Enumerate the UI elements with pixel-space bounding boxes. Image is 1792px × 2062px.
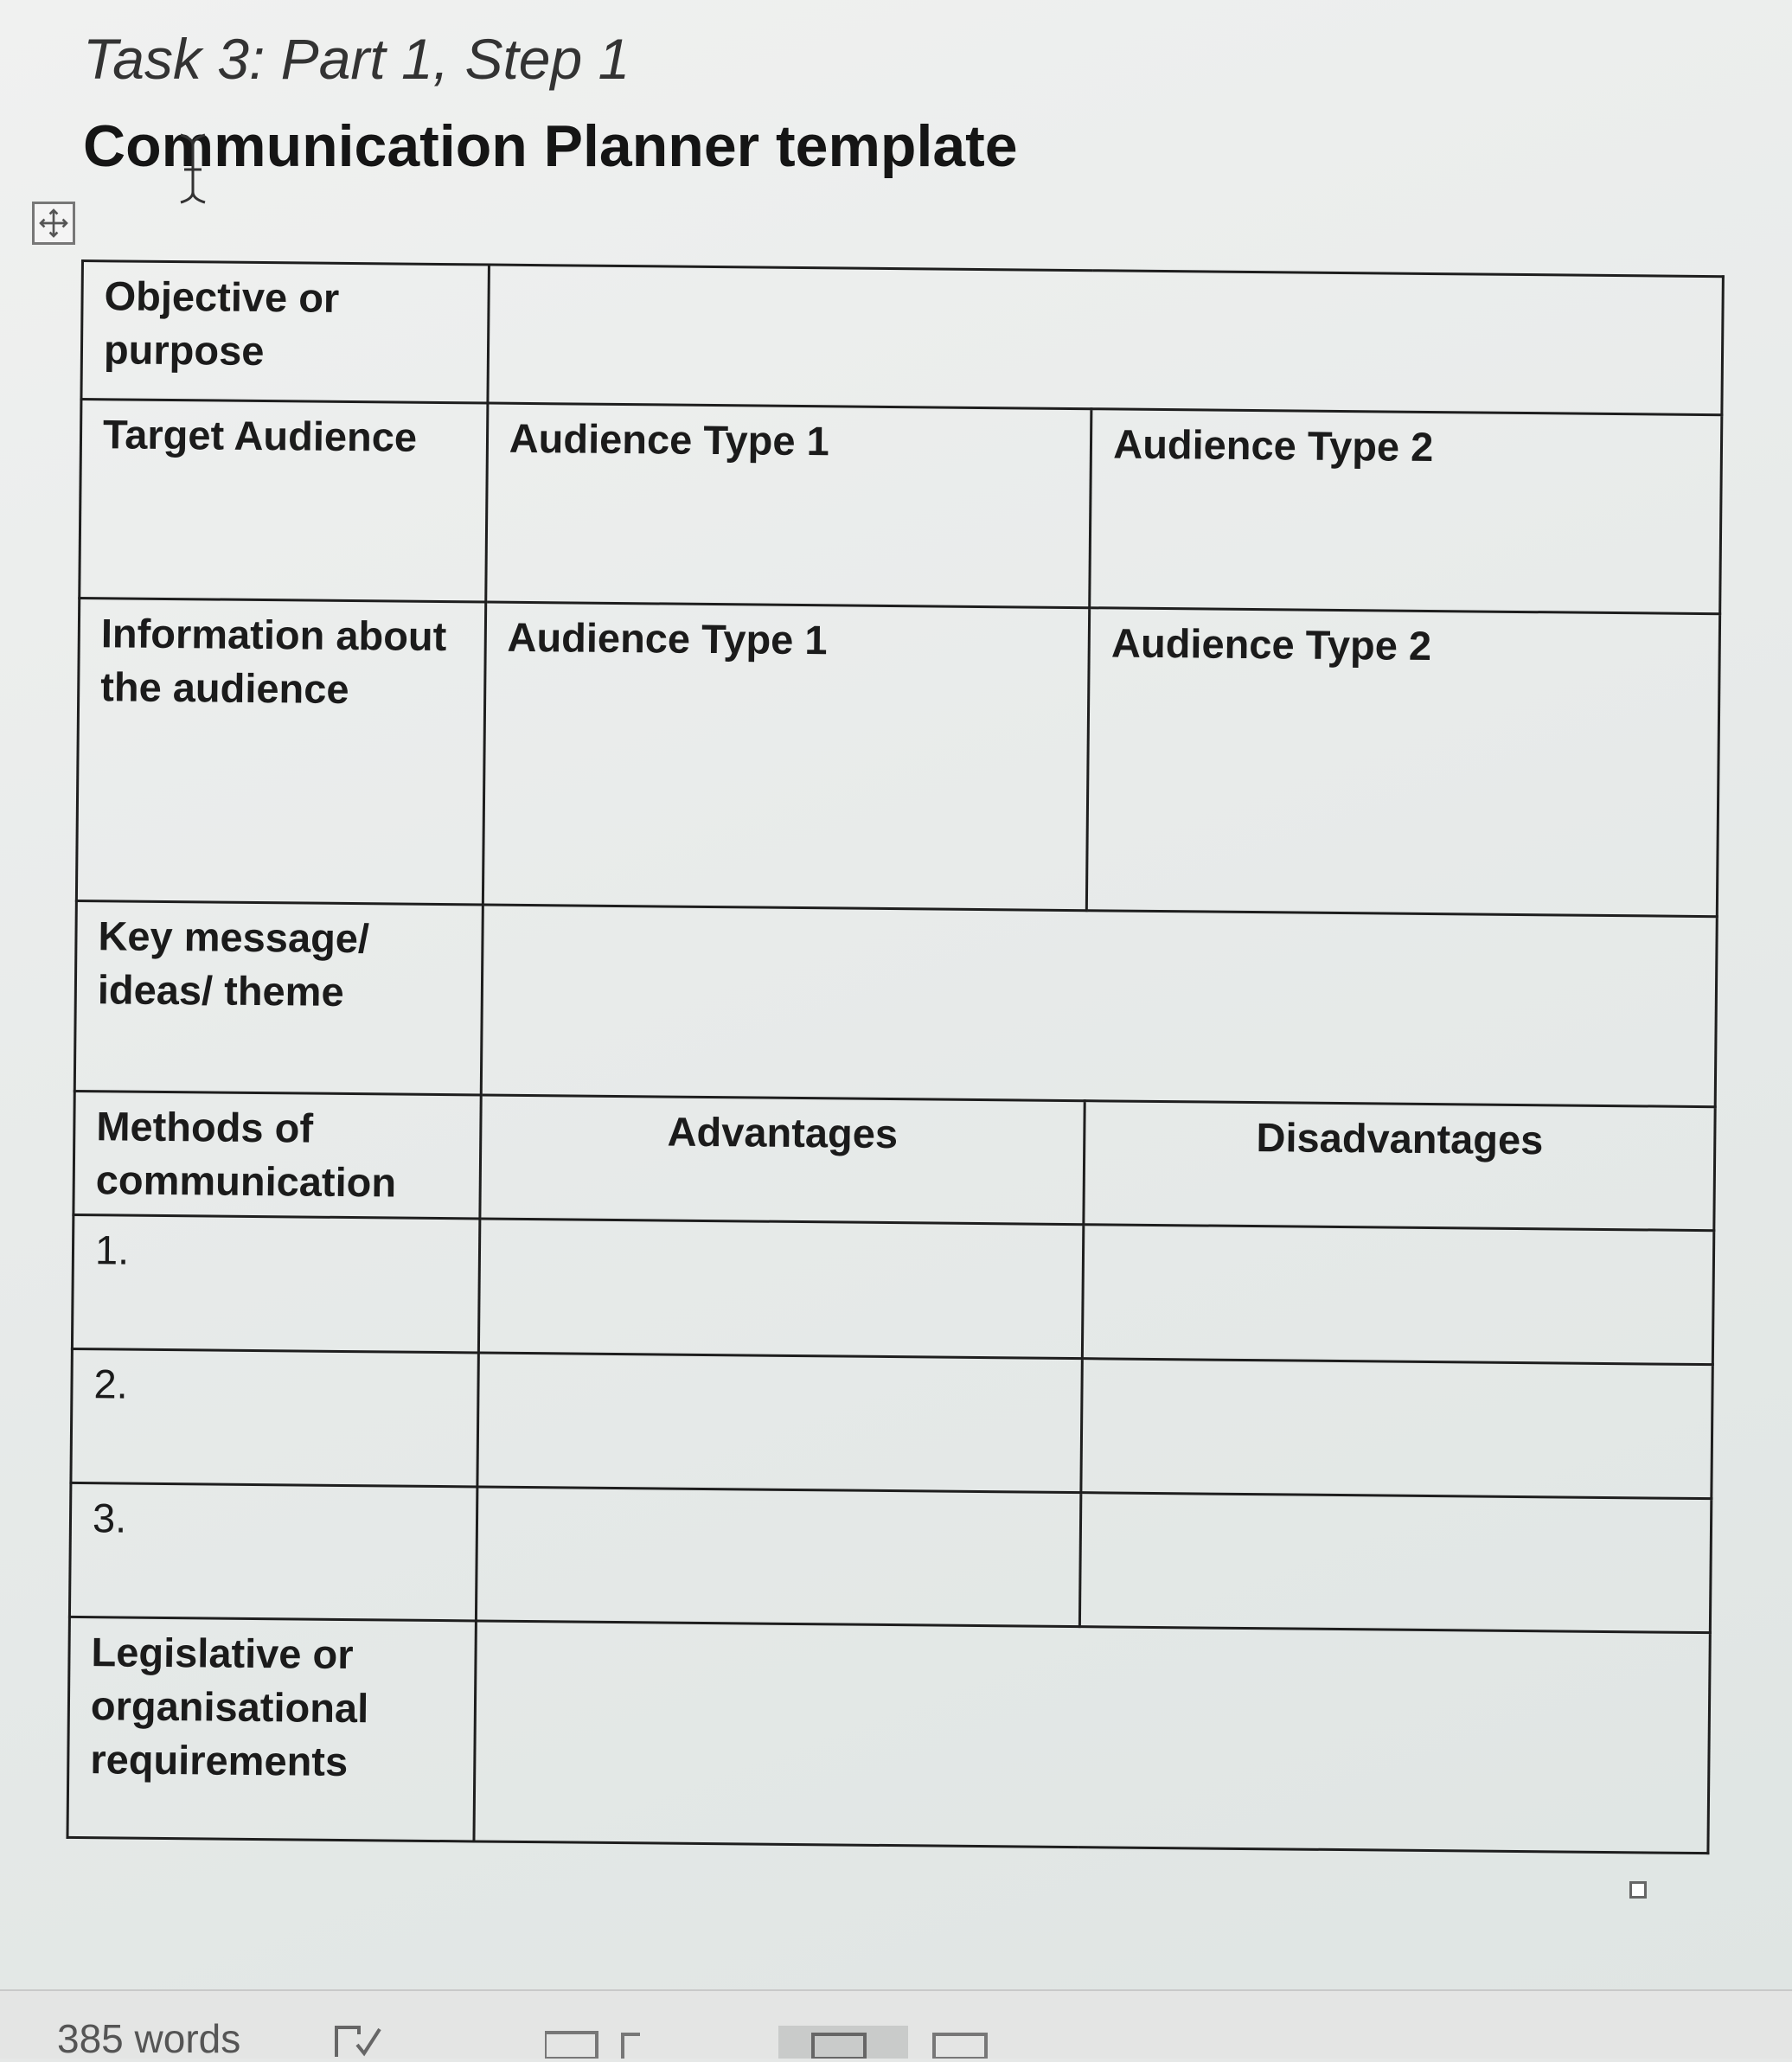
table-row <box>69 1482 1711 1632</box>
method-3-disadvantages-cell[interactable] <box>1080 1493 1712 1633</box>
method-3-cell[interactable]: 3. <box>69 1482 477 1621</box>
document-title: Communication Planner template <box>83 113 1018 179</box>
objective-input-cell[interactable] <box>488 265 1724 415</box>
table-row <box>81 261 1723 415</box>
status-bar <box>0 1989 1792 2059</box>
target-audience-type1-cell[interactable]: Audience Type 1 <box>485 403 1091 608</box>
legislative-input-cell[interactable] <box>474 1621 1711 1854</box>
task-heading: Task 3: Part 1, Step 1 <box>83 27 630 91</box>
table-move-handle-icon[interactable] <box>32 202 75 245</box>
key-message-label-cell: Key message/ ideas/ theme <box>74 900 483 1094</box>
word-count[interactable]: 385 words <box>57 2016 241 2061</box>
method-1-advantages-cell[interactable] <box>478 1219 1084 1359</box>
table-resize-handle[interactable] <box>1629 1881 1647 1899</box>
method-1-cell[interactable]: 1. <box>72 1214 479 1353</box>
method-2-cell[interactable]: 2. <box>71 1348 478 1487</box>
text-cursor-icon <box>176 130 210 208</box>
proofing-check-icon[interactable] <box>333 2022 383 2059</box>
table-row <box>72 1214 1713 1364</box>
method-2-advantages-cell[interactable] <box>477 1353 1083 1493</box>
disadvantages-header-cell: Disadvantages <box>1084 1101 1715 1231</box>
communication-planner-table <box>66 259 1724 1854</box>
objective-label-cell: Objective or purpose <box>81 261 489 404</box>
table-row <box>80 400 1722 614</box>
table-row <box>71 1348 1712 1498</box>
table-row <box>76 598 1719 916</box>
key-message-input-cell[interactable] <box>481 905 1717 1107</box>
view-mode-icons[interactable] <box>545 2026 995 2059</box>
method-2-disadvantages-cell[interactable] <box>1081 1359 1712 1499</box>
methods-label-cell: Methods of communication <box>74 1091 481 1219</box>
target-audience-type2-cell[interactable]: Audience Type 2 <box>1090 409 1722 614</box>
legislative-label-cell: Legislative or organisational requirements <box>67 1617 476 1841</box>
information-type2-cell[interactable]: Audience Type 2 <box>1087 608 1720 917</box>
advantages-header-cell: Advantages <box>480 1095 1085 1225</box>
table-row <box>74 1091 1715 1230</box>
method-1-disadvantages-cell[interactable] <box>1083 1225 1714 1365</box>
target-audience-label-cell: Target Audience <box>80 400 488 602</box>
table-row <box>74 900 1717 1106</box>
information-type1-cell[interactable]: Audience Type 1 <box>483 602 1090 911</box>
table-row <box>67 1617 1710 1853</box>
information-label-cell: Information about the audience <box>76 598 485 904</box>
method-3-advantages-cell[interactable] <box>476 1487 1081 1627</box>
